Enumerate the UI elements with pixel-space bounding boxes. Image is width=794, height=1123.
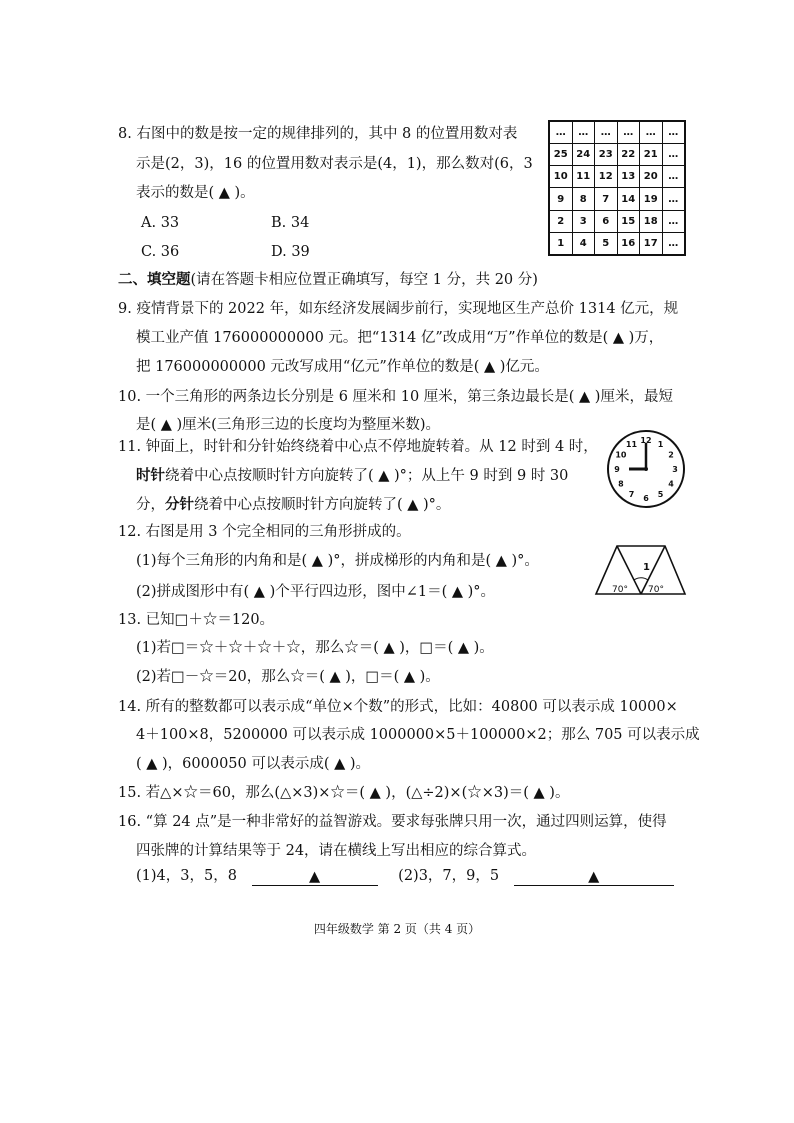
q16-parts [136,866,674,886]
q8-option-a: A. 33 [141,215,180,231]
grid-cell: 20 [640,166,663,188]
section-title: 二、填空题 [118,272,191,288]
q13-line3: (2)若□－☆＝20，那么☆＝( ▲ )，□＝( ▲ )。 [136,669,440,685]
grid-cell: … [595,122,618,144]
grid-row [550,210,685,232]
grid-cell: 4 [572,232,595,254]
grid-cell: 7 [595,188,618,210]
grid-cell: 13 [617,166,640,188]
grid-cell: 10 [550,166,573,188]
grid-cell: 9 [550,188,573,210]
q16-part2-answer-blank[interactable] [514,867,674,886]
clock-number: 8 [618,479,624,489]
q11-line3-text: 绕着中心点按顺时针方向旋转了( ▲ )°。 [194,497,451,513]
q11-line2-text: 绕着中心点按顺时针方向旋转了( ▲ )°；从上午 9 时到 9 时 30 [165,468,569,484]
q11-line2 [136,466,568,486]
clock-number: 1 [657,439,664,449]
q12-line2: (1)每个三角形的内角和是( ▲ )°，拼成梯形的内角和是( ▲ )°。 [136,553,539,569]
clock-number: 11 [625,439,638,449]
grid-cell: … [662,166,685,188]
grid-cell: 5 [595,232,618,254]
angle-right-label: 70° [648,585,664,595]
q8-line1: 8. 右图中的数是按一定的规律排列的，其中 8 的位置用数对表 [118,126,518,142]
angle-left-label: 70° [612,585,628,595]
q8-option-b: B. 34 [271,215,310,231]
q16-part1-answer-blank[interactable] [252,867,378,886]
grid-row [550,188,685,210]
grid-cell: 23 [595,144,618,166]
clock-number: 5 [657,490,664,500]
q8-line2: 示是(2，3)，16 的位置用数对表示是(4，1)，那么数对(6，3 [136,156,533,172]
q10-line2: 是( ▲ )厘米(三角形三边的长度均为整厘米数)。 [136,417,440,433]
grid-cell: … [662,210,685,232]
q8-option-d: D. 39 [271,244,310,260]
grid-cell: 2 [550,210,573,232]
q16-part2-label: (2)3，7，9，5 [398,868,500,884]
grid-cell: 15 [617,210,640,232]
grid-row [550,122,685,144]
grid-row [550,144,685,166]
q10-line1: 10. 一个三角形的两条边长分别是 6 厘米和 10 厘米，第三条边最长是( ▲ )厘米，最短 [118,389,673,405]
grid-cell: … [662,188,685,210]
grid-cell: … [662,144,685,166]
q12-line1: 12. 右图是用 3 个完全相同的三角形拼成的。 [118,524,411,540]
grid-row [550,232,685,254]
grid-cell: … [617,122,640,144]
q16-line1: 16. “算 24 点”是一种非常好的益智游戏。要求每张牌只用一次，通过四则运算，使得 [118,814,667,830]
section-note: (请在答题卡相应位置正确填写，每空 1 分，共 20 分) [190,272,538,288]
grid-cell: 14 [617,188,640,210]
q9-line2: 模工业产值 176000000000 元。把“1314 亿”改成用“万”作单位的数是( ▲ )万， [136,330,664,346]
grid-cell: 19 [640,188,663,210]
q11-line1: 11. 钟面上，时针和分针始终绕着中心点不停地旋转着。从 12 时到 4 时， [118,439,598,455]
q9-line1: 9. 疫情背景下的 2022 年，如东经济发展阔步前行，实现地区生产总价 1314 亿元，规 [118,301,679,317]
grid-cell: 24 [572,144,595,166]
clock-number: 3 [672,465,678,474]
grid-cell: 18 [640,210,663,232]
grid-cell: … [640,122,663,144]
clock-face [605,428,687,510]
grid-cell: 11 [572,166,595,188]
q14-line2: 4＋100×8，5200000 可以表示成 1000000×5＋100000×2；那么 705 可以表示成 [136,727,700,743]
q13-line2: (1)若□＝☆＋☆＋☆＋☆，那么☆＝( ▲ )，□＝( ▲ )。 [136,640,494,656]
q8-line3: 表示的数是( ▲ )。 [136,185,255,201]
q8-option-c: C. 36 [141,244,180,260]
q14-line1: 14. 所有的整数都可以表示成“单位×个数”的形式，比如：40800 可以表示成 10000× [118,699,678,715]
q9-line3: 把 176000000000 元改写成用“亿元”作单位的数是( ▲ )亿元。 [136,359,549,375]
q16-part1-mark: ▲ [308,869,321,885]
angle-1-label: 1 [643,562,650,573]
q11-hour-hand-label: 时针 [136,467,165,484]
page-footer: 四年级数学 第 2 页（共 4 页） [313,922,481,936]
grid-cell: 8 [572,188,595,210]
grid-row [550,166,685,188]
grid-cell: 25 [550,144,573,166]
grid-cell: 21 [640,144,663,166]
grid-cell: … [572,122,595,144]
q16-part2-mark: ▲ [588,869,600,885]
clock-number: 9 [614,465,620,474]
grid-cell: 12 [595,166,618,188]
grid-cell: 22 [617,144,640,166]
number-grid [548,120,686,256]
grid-cell: … [662,232,685,254]
grid-cell: 3 [572,210,595,232]
q13-line1: 13. 已知□＋☆＝120。 [118,612,275,628]
grid-cell: 17 [640,232,663,254]
clock-number: 6 [643,494,649,503]
q16-part1-label: (1)4，3，5，8 [136,868,237,884]
grid-cell: 1 [550,232,573,254]
clock-number: 12 [640,436,652,445]
q11-line3-prefix: 分， [136,497,165,513]
q11-line3 [136,495,450,515]
clock-number: 2 [668,450,674,460]
q11-minute-hand-label: 分针 [165,496,194,513]
grid-cell: … [550,122,573,144]
grid-cell: 16 [617,232,640,254]
clock-number: 7 [628,490,635,500]
q12-line3: (2)拼成图形中有( ▲ )个平行四边形，图中∠1＝( ▲ )°。 [136,584,496,600]
clock-number: 4 [668,479,674,489]
section-heading [118,270,538,290]
grid-cell: … [662,122,685,144]
trapezoid-figure [592,542,688,598]
clock-number: 10 [615,450,627,460]
q14-line3: ( ▲ )，6000050 可以表示成( ▲ )。 [136,756,371,772]
q16-line2: 四张牌的计算结果等于 24，请在横线上写出相应的综合算式。 [136,843,537,859]
grid-cell: 6 [595,210,618,232]
q15-line1: 15. 若△×☆＝60，那么(△×3)×☆＝( ▲ )，(△÷2)×(☆×3)＝( ▲ )。 [118,785,570,801]
